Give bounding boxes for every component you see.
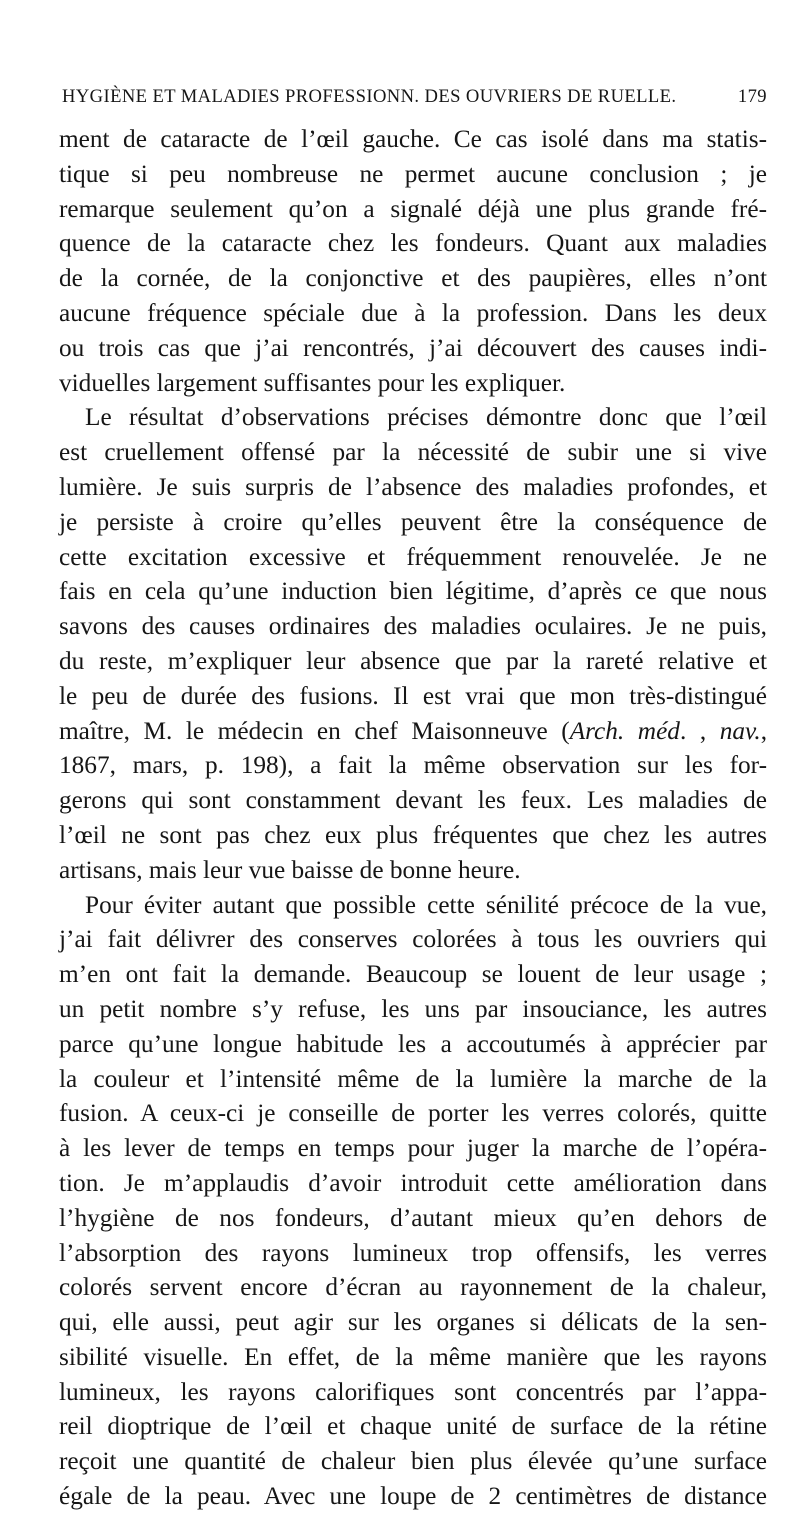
text-line: l’œil ne sont pas chez eux plus fréquentes que chez les autres <box>59 820 767 849</box>
text-line: aucune fréquence spéciale due à la profession. Dans les deux <box>59 298 767 327</box>
citation-series: nav. <box>719 716 761 745</box>
text-line: de la cornée, de la conjonctive et des paupières, elles n’ont <box>59 264 767 293</box>
paragraph-3 <box>59 888 767 1514</box>
citation-separator: . , <box>679 716 720 745</box>
text-line: le peu de durée des fusions. Il est vrai que mon très-distingué <box>59 681 767 710</box>
text-line: égale de la peau. Avec une loupe de 2 centimètres de distance <box>59 1482 767 1511</box>
citation-suffix: , <box>760 716 768 745</box>
text-line: viduelles largement suffisantes pour les expliquer. <box>59 368 566 397</box>
citation-prefix: maître, M. le médecin en chef Maisonneuve ( <box>59 716 570 745</box>
text-line: à les lever de temps en temps pour juger la marche de l’opéra- <box>59 1134 767 1163</box>
paragraph-1 <box>59 122 767 400</box>
text-line: fusion. A ceux-ci je conseille de porter les verres colorés, quitte <box>59 1099 767 1128</box>
text-line: qui, elle aussi, peut agir sur les organes si délicats de la sen- <box>59 1308 767 1337</box>
text-line: m’en ont fait la demande. Beaucoup se louent de leur usage ; <box>59 960 767 989</box>
text-line: remarque seulement qu’on a signalé déjà une plus grande fré- <box>59 194 767 223</box>
text-line: colorés servent encore d’écran au rayonnement de la chaleur, <box>59 1273 767 1302</box>
text-line: cette excitation excessive et fréquemment renouvelée. Je ne <box>59 542 767 571</box>
text-line: reçoit une quantité de chaleur bien plus élevée qu’une surface <box>59 1447 767 1476</box>
citation-journal: Arch. méd <box>569 716 680 745</box>
body-text <box>59 122 767 1514</box>
text-line: l’absorption des rayons lumineux trop offensifs, les verres <box>59 1238 767 1267</box>
text-line: est cruellement offensé par la nécessité de subir une si vive <box>59 438 767 467</box>
paragraph-2 <box>59 400 767 887</box>
text-line: Le résultat d’observations précises démontre donc que l’œil <box>85 403 767 432</box>
text-line: 1867, mars, p. 198), a fait la même observation sur les for- <box>59 751 767 780</box>
text-line: ou trois cas que j’ai rencontrés, j’ai découvert des causes indi- <box>59 333 767 362</box>
text-line: parce qu’une longue habitude les a accoutumés à apprécier par <box>59 1029 767 1058</box>
text-line: reil dioptrique de l’œil et chaque unité de surface de la rétine <box>59 1412 767 1441</box>
text-line: lumière. Je suis surpris de l’absence des maladies profondes, et <box>59 472 767 501</box>
text-line: fais en cela qu’une induction bien légitime, d’après ce que nous <box>59 577 767 606</box>
running-head: HYGIÈNE ET MALADIES PROFESSIONN. DES OUVRIERS DE RUELLE. <box>62 86 677 107</box>
text-line: l’hygiène de nos fondeurs, d’autant mieux qu’en dehors de <box>59 1203 767 1232</box>
text-line: savons des causes ordinaires des maladies oculaires. Je ne puis, <box>59 612 767 641</box>
text-line: du reste, m’expliquer leur absence que par la rareté relative et <box>59 646 767 675</box>
text-line: lumineux, les rayons calorifiques sont concentrés par l’appa- <box>59 1377 767 1406</box>
text-line: Pour éviter autant que possible cette sénilité précoce de la vue, <box>85 890 767 919</box>
text-line: un petit nombre s’y refuse, les uns par insouciance, les autres <box>59 994 767 1023</box>
text-line: tique si peu nombreuse ne permet aucune conclusion ; je <box>59 159 767 188</box>
text-line: la couleur et l’intensité même de la lumière la marche de la <box>59 1064 767 1093</box>
text-line: artisans, mais leur vue baisse de bonne heure. <box>59 855 521 884</box>
text-line: quence de la cataracte chez les fondeurs. Quant aux maladies <box>59 229 767 258</box>
text-line: gerons qui sont constamment devant les feux. Les maladies de <box>59 786 767 815</box>
text-line: je persiste à croire qu’elles peuvent être la conséquence de <box>59 507 767 536</box>
page-number: 179 <box>737 86 767 107</box>
citation-line <box>59 714 767 749</box>
text-line: tion. Je m’applaudis d’avoir introduit cette amélioration dans <box>59 1168 767 1197</box>
text-line: ment de cataracte de l’œil gauche. Ce cas isolé dans ma statis- <box>59 125 767 153</box>
page-header <box>62 86 767 116</box>
text-line: sibilité visuelle. En effet, de la même manière que les rayons <box>59 1342 767 1371</box>
text-line: j’ai fait délivrer des conserves colorées à tous les ouvriers qui <box>59 925 767 954</box>
